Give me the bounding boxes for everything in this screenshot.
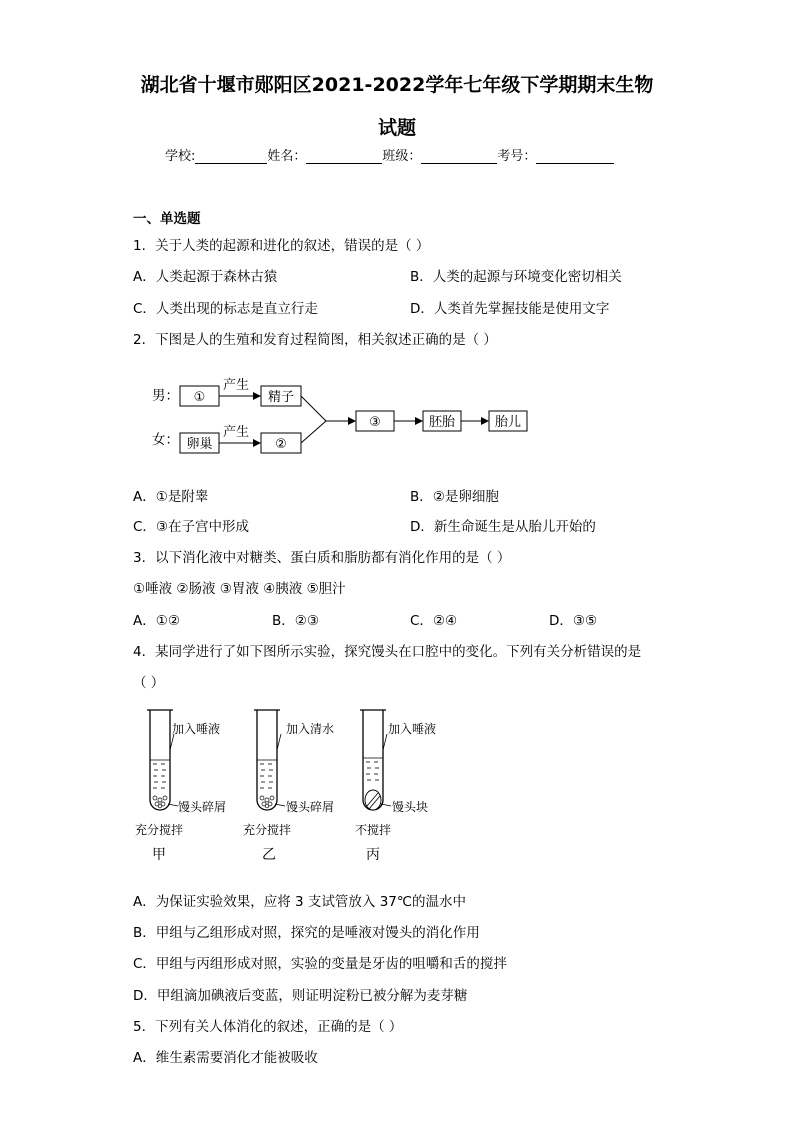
question-2-option-a: A．①是附睾 xyxy=(133,489,209,505)
tube-bing-stir-label: 不搅拌 xyxy=(355,823,392,837)
question-4-option-d: D．甲组滴加碘液后变蓝，则证明淀粉已被分解为麦芽糖 xyxy=(133,988,468,1004)
name-field[interactable] xyxy=(306,149,382,164)
svg-text:精子: 精子 xyxy=(267,390,295,405)
question-4-option-b: B．甲组与乙组形成对照，探究的是唾液对馒头的消化作用 xyxy=(133,925,480,941)
question-2-stem: 2．下图是人的生殖和发育过程简图，相关叙述正确的是（ ） xyxy=(133,332,497,348)
question-3-option-c: C．②④ xyxy=(410,613,458,629)
svg-text:③: ③ xyxy=(369,415,381,430)
tube-jia-content-label: 馒头碎屑 xyxy=(178,800,227,814)
tube-bing-add-label: 加入唾液 xyxy=(388,722,437,736)
svg-text:卵巢: 卵巢 xyxy=(186,437,213,452)
tube-jia-add-label: 加入唾液 xyxy=(172,722,221,736)
question-1-option-a: A．人类起源于森林古猿 xyxy=(133,269,278,285)
produce-label-female: 产生 xyxy=(223,425,250,440)
question-4-option-c: C．甲组与丙组形成对照，实验的变量是牙齿的咀嚼和舌的搅拌 xyxy=(133,956,507,972)
question-4-stem: 4．某同学进行了如下图所示实验，探究馒头在口腔中的变化。下列有关分析错误的是 xyxy=(133,644,642,660)
school-field[interactable] xyxy=(195,149,267,164)
tube-bing-content-label: 馒头块 xyxy=(392,800,429,814)
male-label: 男： xyxy=(152,388,179,404)
student-info xyxy=(165,145,614,164)
svg-text:①: ① xyxy=(193,390,206,405)
tube-yi-stir-label: 充分搅拌 xyxy=(243,823,292,837)
tube-yi-label: 乙 xyxy=(262,847,276,863)
school-label: 学校: xyxy=(165,149,196,164)
tube-jia-stir-label: 充分搅拌 xyxy=(135,823,184,837)
question-2-option-b: B．②是卵细胞 xyxy=(410,489,499,505)
reproduction-diagram xyxy=(140,370,540,465)
merge-line-top xyxy=(301,396,326,421)
question-3-option-a: A．①② xyxy=(133,613,180,629)
name-label: 姓名： xyxy=(267,149,307,164)
question-3-stem: 3．以下消化液中对糖类、蛋白质和脂肪都有消化作用的是（ ） xyxy=(133,550,511,566)
exam-title-continued: 试题 xyxy=(377,117,416,139)
section-heading: 一、单选题 xyxy=(133,211,201,227)
question-3-list: ①唾液 ②肠液 ③胃液 ④胰液 ⑤胆汁 xyxy=(133,581,346,597)
question-4-option-a: A．为保证实验效果，应将 3 支试管放入 37℃的温水中 xyxy=(133,894,467,910)
class-field[interactable] xyxy=(421,149,497,164)
svg-text:胚胎: 胚胎 xyxy=(428,415,456,430)
number-label: 考号： xyxy=(497,149,537,164)
tube-bing xyxy=(360,710,391,810)
test-tube-diagram xyxy=(130,702,450,867)
tube-jia-label: 甲 xyxy=(152,847,166,863)
question-4-stem-continued: （ ） xyxy=(133,675,165,691)
question-5-option-a: A．维生素需要消化才能被吸收 xyxy=(133,1050,318,1066)
question-1-option-b: B．人类的起源与环境变化密切相关 xyxy=(410,269,622,285)
question-3-option-d: D．③⑤ xyxy=(549,613,598,629)
question-1-option-c: C．人类出现的标志是直立行走 xyxy=(133,301,318,317)
question-5-stem: 5．下列有关人体消化的叙述，正确的是（ ） xyxy=(133,1019,403,1035)
tube-yi-add-label: 加入清水 xyxy=(286,722,335,736)
svg-text:胎儿: 胎儿 xyxy=(494,415,522,430)
tube-yi xyxy=(254,710,285,810)
svg-text:②: ② xyxy=(275,437,287,452)
number-field[interactable] xyxy=(536,149,614,164)
tube-yi-content-label: 馒头碎屑 xyxy=(286,800,335,814)
class-label: 班级： xyxy=(382,149,422,164)
question-1-stem: 1．关于人类的起源和进化的叙述，错误的是（ ） xyxy=(133,238,430,254)
produce-label-male: 产生 xyxy=(223,378,250,393)
question-2-option-d: D．新生命诞生是从胎儿开始的 xyxy=(410,519,596,535)
female-label: 女： xyxy=(152,432,179,448)
tube-bing-label: 丙 xyxy=(366,847,380,863)
exam-title: 湖北省十堰市郧阳区2021-2022学年七年级下学期期末生物 xyxy=(140,74,654,96)
question-3-option-b: B．②③ xyxy=(272,613,319,629)
merge-line-bottom xyxy=(301,421,326,443)
question-1-option-d: D．人类首先掌握技能是使用文字 xyxy=(410,301,610,317)
question-2-option-c: C．③在子宫中形成 xyxy=(133,519,250,535)
